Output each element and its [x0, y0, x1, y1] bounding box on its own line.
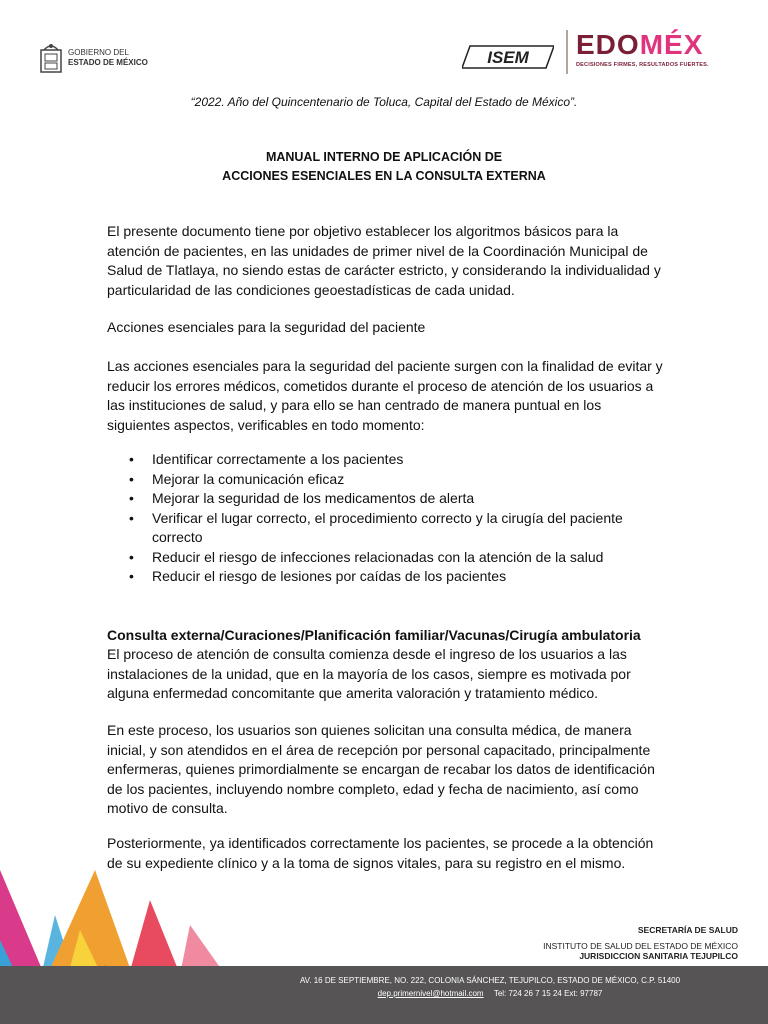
list-item: • Mejorar la seguridad de los medicamentos de alerta	[107, 489, 667, 509]
footer-jurisdiccion: JURISDICCION SANITARIA TEJUPILCO	[579, 951, 738, 961]
consulta-heading: Consulta externa/Curaciones/Planificación familiar/Vacunas/Cirugía ambulatoria	[107, 627, 641, 643]
list-item: • Mejorar la comunicación eficaz	[107, 470, 667, 490]
intro-paragraph: El presente documento tiene por objetivo establecer los algoritmos básicos para la atención de pacientes, en las unidades de primer nivel de la Coordinación Municipal de Salud de Tlatlaya, no siendo estas de carácter estricto, y considerando la individualidad y particularidad de las condiciones geoestadísticas de cada unidad.	[107, 223, 661, 298]
footer-address: AV. 16 DE SEPTIEMBRE, NO. 222, COLONIA SÁNCHEZ, TEJUPILCO, ESTADO DE MÉXICO, C.P. 51400	[299, 976, 681, 985]
title-line1: MANUAL INTERNO DE APLICACIÓN DE	[265, 150, 503, 164]
essential-actions-list	[107, 450, 667, 587]
footer-secretaria: SECRETARÍA DE SALUD	[637, 925, 738, 935]
edomex-wordmark	[576, 28, 709, 62]
footer-phone: Tel: 724 26 7 15 24 Ext: 97787	[493, 989, 603, 998]
consulta-paragraph-1: El proceso de atención de consulta comienza desde el ingreso de los usuarios a las instalaciones de la unidad, que en la mayoría de los casos, siempre es motivada por alguna enfermedad concomitante que amerita valoración y tratamiento médico.	[107, 646, 631, 701]
edomex-word-b: MÉX	[639, 29, 704, 60]
isem-logo-text: ISEM	[487, 48, 529, 67]
edomex-word-a: EDO	[576, 29, 640, 60]
list-item: • Reducir el riesgo de lesiones por caídas de los pacientes	[107, 567, 667, 587]
document-title	[0, 148, 768, 186]
title-line2: ACCIONES ESENCIALES EN LA CONSULTA EXTERNA	[222, 169, 546, 183]
slogan: “2022. Año del Quincentenario de Toluca, Capital del Estado de México”.	[190, 95, 578, 109]
gobierno-line1: GOBIERNO DEL	[68, 48, 129, 57]
footer-email-link[interactable]: dep.primernivel@hotmail.com	[377, 989, 484, 998]
list-item: • Verificar el lugar correcto, el procedimiento correcto y la cirugía del paciente correcto	[107, 509, 667, 548]
edomex-tagline: DECISIONES FIRMES, RESULTADOS FUERTES.	[576, 62, 709, 68]
footer-instituto: INSTITUTO DE SALUD DEL ESTADO DE MÉXICO	[543, 941, 738, 951]
consulta-paragraph-2: En este proceso, los usuarios son quienes solicitan una consulta médica, de manera inicial, y son atendidos en el área de recepción por personal capacitado, principalmente enfermeras, quienes primordialmente se encargan de recabar los datos de identificación de los pacientes, incluyendo nombre completo, edad y fecha de nacimiento, así como motivo de consulta.	[107, 722, 655, 816]
edomex-logo	[576, 28, 709, 68]
list-item: • Reducir el riesgo de infecciones relacionadas con la atención de la salud	[107, 548, 667, 568]
footer-contact	[210, 989, 768, 998]
footer-institution	[543, 925, 738, 961]
gobierno-logo	[38, 42, 148, 74]
gobierno-wordmark	[68, 48, 148, 68]
isem-logo	[462, 44, 554, 70]
consulta-paragraph-3: Posteriormente, ya identificados correctamente los pacientes, se procede a la obtención de su expediente clínico y a la toma de signos vitales, para su registro en el mismo.	[107, 835, 654, 871]
state-seal-icon	[38, 42, 64, 74]
section-label: Acciones esenciales para la seguridad del paciente	[107, 319, 426, 335]
logo-divider	[566, 30, 568, 74]
list-item: • Identificar correctamente a los pacientes	[107, 450, 667, 470]
gobierno-line2: ESTADO DE MÉXICO	[68, 58, 148, 67]
actions-intro-paragraph: Las acciones esenciales para la seguridad del paciente surgen con la finalidad de evitar y reducir los errores médicos, cometidos durante el proceso de atención de los usuarios a las instituciones de salud, y para ello se han centrado de manera puntual en los siguientes aspectos, verificables en todo momento:	[107, 358, 663, 433]
